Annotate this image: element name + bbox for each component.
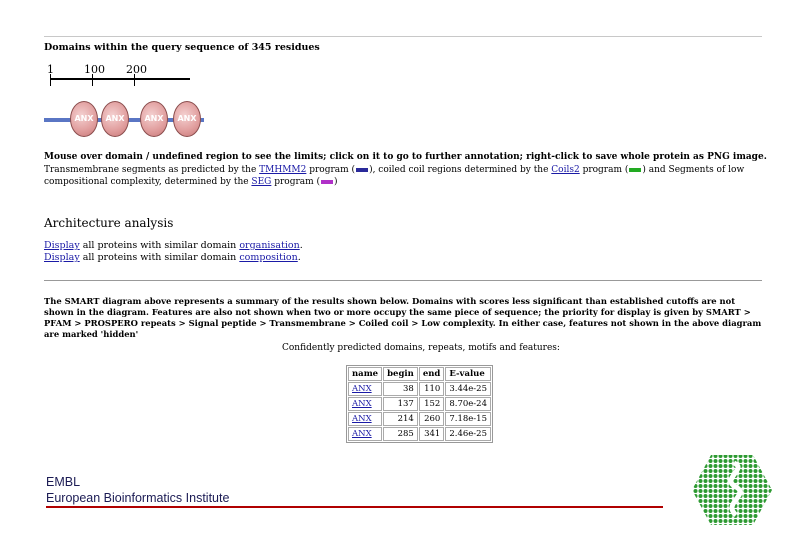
domain-name-link[interactable]: ANX — [352, 399, 372, 409]
results-table — [346, 365, 493, 443]
domain-name-link[interactable]: ANX — [352, 414, 372, 424]
begin-cell: 137 — [383, 397, 418, 411]
column-header: E-value — [445, 367, 491, 381]
evalue-cell: 8.70e-24 — [445, 397, 491, 411]
seg-link[interactable]: SEG — [251, 177, 272, 187]
begin-cell: 214 — [383, 412, 418, 426]
sequence-ruler — [44, 62, 214, 92]
feature-legend — [44, 164, 759, 188]
table-row — [348, 382, 491, 396]
ruler-label: 1 — [47, 63, 54, 76]
ruler-label: 200 — [126, 63, 147, 76]
end-cell: 110 — [419, 382, 445, 396]
summary-text: The SMART diagram above represents a summary of the results shown below. Domains with scores less significant than established cutoffs are not shown in the diagram. Features are also not shown when two or more occupy the same piece of sequence; the priority for display is given by SMART > PFAM > PROSPERO repeats > Signal peptide > Transmembrane > Coiled coil > Low complexity. In either case, features not shown in the above diagram are marked 'hidden' — [44, 296, 762, 339]
institute-name — [46, 474, 229, 506]
column-header: name — [348, 367, 382, 381]
legend-text: ) and Segments of low compositional complexity, determined by the — [44, 165, 745, 187]
domain-name-link[interactable]: ANX — [352, 429, 372, 439]
table-row — [348, 427, 491, 441]
legend-text: ) — [334, 177, 338, 187]
tm-swatch — [356, 168, 368, 172]
org-line-2: European Bioinformatics Institute — [46, 491, 230, 505]
legend-text: Transmembrane segments as predicted by the — [44, 165, 260, 175]
arch-dot: . — [297, 252, 301, 263]
org-line-1: EMBL — [46, 475, 81, 489]
footer-divider — [46, 506, 663, 508]
arch-line-organisation — [44, 240, 303, 252]
arch-text: all proteins with similar domain — [79, 252, 240, 263]
domain-anx-3[interactable]: ANX — [140, 101, 168, 137]
arch-dot: . — [299, 240, 303, 251]
arch-text: all proteins with similar domain — [79, 240, 240, 251]
domain-anx-2[interactable]: ANX — [101, 101, 129, 137]
table-header-row — [348, 367, 491, 381]
domain-anx-1[interactable]: ANX — [70, 101, 98, 137]
top-divider — [44, 36, 762, 37]
architecture-title: Architecture analysis — [44, 216, 174, 230]
tmhmm2-link[interactable]: TMHMM2 — [259, 165, 307, 175]
arch-line-composition — [44, 252, 303, 264]
end-cell: 152 — [419, 397, 445, 411]
architecture-links — [44, 240, 303, 264]
evalue-cell: 2.46e-25 — [445, 427, 491, 441]
end-cell: 260 — [419, 412, 445, 426]
organisation-link[interactable]: organisation — [239, 240, 300, 251]
ebi-logo-icon — [690, 453, 774, 527]
coil-swatch — [629, 168, 641, 172]
evalue-cell: 7.18e-15 — [445, 412, 491, 426]
domains-heading: Domains within the query sequence of 345 residues — [44, 42, 320, 53]
legend-text: ), coiled coil regions determined by the — [369, 165, 552, 175]
coils2-link[interactable]: Coils2 — [551, 165, 580, 175]
evalue-cell: 3.44e-25 — [445, 382, 491, 396]
domain-name-link[interactable]: ANX — [352, 384, 372, 394]
column-header: begin — [383, 367, 418, 381]
ruler-label: 100 — [84, 63, 105, 76]
legend-text: program ( — [306, 165, 356, 175]
begin-cell: 285 — [383, 427, 418, 441]
column-header: end — [419, 367, 445, 381]
composition-link[interactable]: composition — [239, 252, 298, 263]
seg-swatch — [321, 180, 333, 184]
table-row — [348, 412, 491, 426]
ruler-line — [50, 78, 190, 80]
display-link[interactable]: Display — [44, 252, 80, 263]
table-caption: Confidently predicted domains, repeats, motifs and features: — [282, 343, 560, 353]
domain-anx-4[interactable]: ANX — [173, 101, 201, 137]
section-divider — [44, 280, 762, 281]
legend-text: program ( — [579, 165, 629, 175]
legend-text: program ( — [271, 177, 321, 187]
display-link[interactable]: Display — [44, 240, 80, 251]
end-cell: 341 — [419, 427, 445, 441]
diagram-help-text: Mouse over domain / undefined region to see the limits; click on it to go to further annotation; right-click to save whole protein as PNG image. — [44, 152, 767, 162]
begin-cell: 38 — [383, 382, 418, 396]
table-row — [348, 397, 491, 411]
